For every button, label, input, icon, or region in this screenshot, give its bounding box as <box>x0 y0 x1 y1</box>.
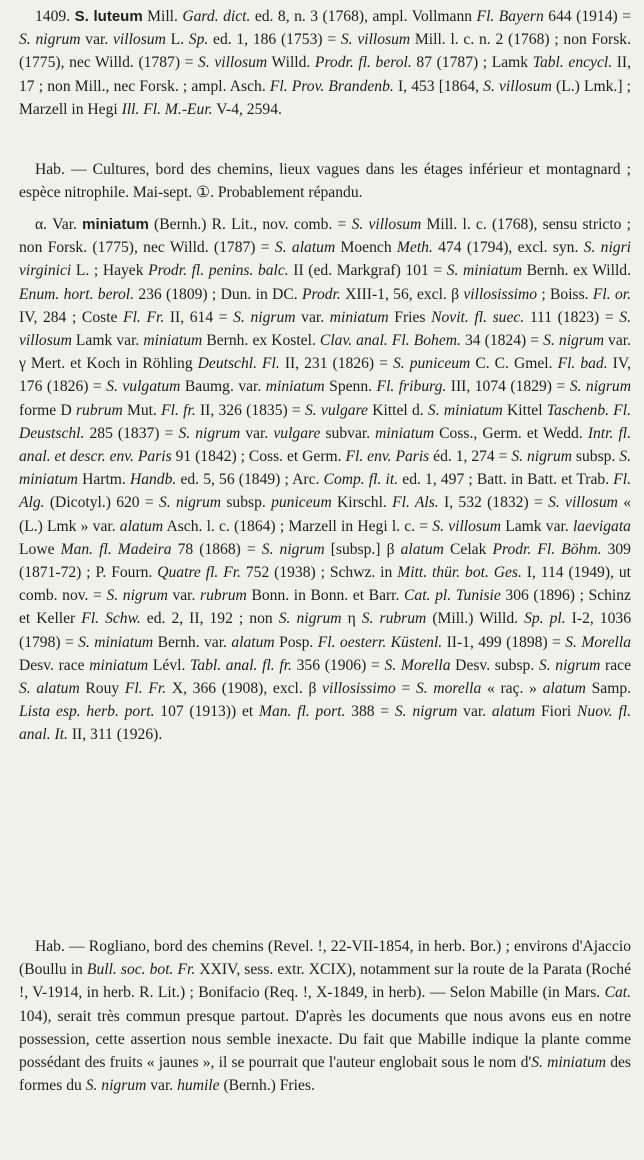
italic-run: S. vulgatum <box>106 378 181 396</box>
italic-run: S. villosum <box>351 216 422 233</box>
italic-run: Fl. Schw. <box>81 610 141 628</box>
italic-run: S. miniatum <box>531 1054 607 1072</box>
italic-run: S. nigrum <box>538 656 601 674</box>
habitat-paragraph <box>19 158 631 204</box>
italic-run: Bull. soc. bot. Fr. <box>86 961 196 979</box>
italic-run: villosissimo <box>463 285 538 303</box>
italic-run: Fl. Als. <box>392 494 439 512</box>
italic-run: Man. fl. Madeira <box>60 540 172 558</box>
italic-run: S. villosum <box>483 77 552 95</box>
italic-run: miniatum <box>143 332 203 350</box>
italic-run: Fl. Bayern <box>476 8 544 25</box>
italic-run: Fl. Fr. <box>124 680 167 698</box>
italic-run: Fl. Fr. <box>123 308 165 326</box>
italic-run: alatum <box>542 680 586 698</box>
variety-habitat-paragraph <box>19 935 631 1097</box>
italic-run: Novit. fl. suec. <box>431 308 525 326</box>
italic-run: S. miniatum <box>427 401 503 419</box>
italic-run: Tabl. anal. fl. fr. <box>190 656 292 674</box>
italic-run: S. nigrum <box>19 31 81 49</box>
italic-run: S. nigrum <box>85 1077 147 1095</box>
italic-run: Cat. pl. Tunisie <box>404 587 501 605</box>
species-name: S. luteum <box>74 8 143 25</box>
variety-habitat-text: Hab. — Rogliano, bord des chemins (Revel. !, 22-VII-1854, in herb. Bor.) ; environs d'Ajaccio (Boullu in Bull. soc. bot. Fr. XXIV, sess. extr. XCIX), notamment sur la route de la Parata (Roché !, V-1914, in herb. R. Lit.) ; Bonifacio (Req. !, X-1849, in herb). — Selon Mabille (in Mars. Cat. 104), serait très commun presque partout. D'après les documents que nous avons eus en notre possession, cette assertion nous semble inexacte. Du fait que Mabille indique la plante comme possédant des fruits « jaunes », il se pourrait que l'auteur englobait sous le nom d'S. miniatum des formes du S. nigrum var. humile (Bernh.) Fries. <box>19 938 631 1095</box>
italic-run: rubrum <box>75 401 123 419</box>
italic-run: Fl. or. <box>592 285 631 303</box>
italic-run: S. nigrum <box>511 448 573 466</box>
italic-run: rubrum <box>200 587 247 605</box>
italic-run: Deutschl. Fl. <box>197 355 280 373</box>
italic-run: Meth. <box>396 239 433 257</box>
italic-run: S. nigrum <box>278 610 342 628</box>
italic-run: miniatum <box>329 308 389 326</box>
italic-run: S. villosum <box>548 494 618 512</box>
italic-run: Lista esp. herb. port. <box>19 703 155 721</box>
italic-run: puniceum <box>271 494 332 512</box>
italic-run: Intr. fl. anal. et descr. env. Paris <box>19 424 632 466</box>
italic-run: Cat. <box>604 984 631 1002</box>
italic-run: S. morella <box>415 680 482 698</box>
italic-run: S. alatum <box>274 239 336 257</box>
italic-run: S. nigrum <box>261 540 325 558</box>
italic-run: S. nigrum <box>106 587 168 605</box>
italic-run: Fl. oesterr. Küstenl. <box>317 633 443 651</box>
italic-run: miniatum <box>265 378 325 396</box>
italic-run: alatum <box>491 703 536 721</box>
italic-run: S. villosum <box>198 54 268 72</box>
italic-run: S. villosum <box>432 517 502 535</box>
italic-run: S. miniatum <box>78 633 154 651</box>
italic-run: miniatum <box>375 424 435 442</box>
habitat-text: Hab. — Cultures, bord des chemins, lieux vagues dans les étages inférieur et montagnard ; espèce nitrophile. Mai-sept. ①. Probablement répandu. <box>19 161 631 202</box>
italic-run: Sp. pl. <box>524 610 566 628</box>
italic-run: humile <box>177 1077 220 1095</box>
italic-run: villosum <box>112 31 166 49</box>
italic-run: S. nigrum <box>394 703 458 721</box>
italic-run: Prodr. fl. berol. <box>314 54 412 72</box>
italic-run: Ill. Fl. M.-Eur. <box>121 100 213 118</box>
entry-synonymy: Mill. Gard. dict. ed. 8, n. 3 (1768), ampl. Vollmann Fl. Bayern 644 (1914) = S. nigrum var. villosum L. Sp. ed. 1, 186 (1753) = S. villosum Mill. l. c. n. 2 (1768) ; non Forsk. (1775), nec Willd. (1787) = S. villosum Willd. Prodr. fl. berol. 87 (1787) ; Lamk Tabl. encycl. II, 17 ; non Mill., nec Forsk. ; ampl. Asch. Fl. Prov. Brandenb. I, 453 [1864, S. villosum (L.) Lmk.] ; Marzell in Hegi Ill. Fl. M.-Eur. V-4, 2594. <box>19 8 632 118</box>
variety-entry <box>19 213 631 747</box>
species-entry <box>19 5 631 121</box>
italic-run: Nuov. fl. anal. It. <box>19 703 632 744</box>
italic-run: Taschenb. Fl. Deustschl. <box>19 401 632 442</box>
italic-run: Sp. <box>188 31 209 49</box>
italic-run: S. nigrum <box>233 308 296 326</box>
italic-run: S. Morella <box>565 633 632 651</box>
italic-run: Tabl. encycl. <box>532 54 613 72</box>
italic-run: S. vulgare <box>304 401 368 419</box>
italic-run: Mitt. thür. bot. Ges. <box>397 564 522 582</box>
italic-run: S. villosum <box>340 31 411 49</box>
entry-number: 1409. <box>35 8 71 25</box>
italic-run: Gard. dict. <box>182 8 251 25</box>
italic-run: Man. fl. port. <box>258 703 346 721</box>
italic-run: S. alatum <box>19 680 80 698</box>
italic-run: S. puniceum <box>392 355 471 373</box>
italic-run: Comp. fl. it. <box>323 471 399 489</box>
italic-run: S. nigrum <box>569 378 631 396</box>
variety-synonymy: (Bernh.) R. Lit., nov. comb. = S. villosum Mill. l. c. (1768), sensu stricto ; non Forsk. (1775), nec Willd. (1787) = S. alatum Moench Meth. 474 (1794), excl. syn. S. nigri virginici L. ; Hayek Prodr. fl. penins. balc. II (ed. Markgraf) 101 = S. miniatum Bernh. ex Willd. Enum. hort. berol. 236 (1809) ; Dun. in DC. Prodr. XIII-1, 56, excl. β villosissimo ; Boiss. Fl. or. IV, 284 ; Coste Fl. Fr. II, 614 = S. nigrum var. miniatum Fries Novit. fl. suec. 111 (1823) = S. villosum Lamk var. miniatum Bernh. ex Kostel. Clav. anal. Fl. Bohem. 34 (1824) = S. nigrum var. γ Mert. et Koch in Röhling Deutschl. Fl. II, 231 (1826) = S. puniceum C. C. Gmel. Fl. bad. IV, 176 (1826) = S. vulgatum Baumg. var. miniatum Spenn. Fl. friburg. III, 1074 (1829) = S. nigrum forme D rubrum Mut. Fl. fr. II, 326 (1835) = S. vulgare Kittel d. S. miniatum Kittel Taschenb. Fl. Deustschl. 285 (1837) = S. nigrum var. vulgare subvar. miniatum Coss., Germ. et Wedd. Intr. fl. anal. et descr. env. Paris 91 (1842) ; Coss. et Germ. Fl. env. Paris éd. 1, 274 = S. nigrum subsp. S. miniatum Hartm. Handb. ed. 5, 56 (1849) ; Arc. Comp. fl. it. ed. 1, 497 ; Batt. in Batt. et Trab. Fl. Alg. (Dicotyl.) 620 = S. nigrum subsp. puniceum Kirschl. Fl. Als. I, 532 (1832) = S. villosum « (L.) Lmk » var. alatum Asch. l. c. (1864) ; Marzell in Hegi l. c. = S. villosum Lamk var. laevigata Lowe Man. fl. Madeira 78 (1868) = S. nigrum [subsp.] β alatum Celak Prodr. Fl. Böhm. 309 (1871-72) ; P. Fourn. Quatre fl. Fr. 752 (1938) ; Schwz. in Mitt. thür. bot. Ges. I, 114 (1949), ut comb. nov. = S. nigrum var. rubrum Bonn. in Bonn. et Barr. Cat. pl. Tunisie 306 (1896) ; Schinz et Keller Fl. Schw. ed. 2, II, 192 ; non S. nigrum η S. rubrum (Mill.) Willd. Sp. pl. I-2, 1036 (1798) = S. miniatum Bernh. var. alatum Posp. Fl. oesterr. Küstenl. II-1, 499 (1898) = S. Morella Desv. race miniatum Lévl. Tabl. anal. fl. fr. 356 (1906) = S. Morella Desv. subsp. S. nigrum race S. alatum Rouy Fl. Fr. X, 366 (1908), excl. β villosissimo = S. morella « raç. » alatum Samp. Lista esp. herb. port. 107 (1913)) et Man. fl. port. 388 = S. nigrum var. alatum Fiori Nuov. fl. anal. It. II, 311 (1926). <box>19 216 632 744</box>
italic-run: S. nigrum <box>159 494 222 512</box>
italic-run: S. nigri virginici <box>19 239 631 280</box>
italic-run: S. Morella <box>384 656 451 674</box>
italic-run: alatum <box>231 633 275 651</box>
italic-run: S. villosum <box>19 308 631 350</box>
italic-run: S. miniatum <box>19 448 631 489</box>
italic-run: Quatre fl. Fr. <box>157 564 241 582</box>
italic-run: S. nigrum <box>543 332 604 350</box>
italic-run: Fl. Prov. Brandenb. <box>269 77 394 95</box>
variety-prefix: α. Var. <box>35 216 83 233</box>
italic-run: Clav. anal. Fl. Bohem. <box>319 332 461 350</box>
italic-run: S. miniatum <box>446 262 522 280</box>
italic-run: laevigata <box>572 517 631 535</box>
italic-run: S. nigrum <box>178 424 241 442</box>
italic-run: Prodr. <box>301 285 341 303</box>
italic-run: Fl. fr. <box>161 401 196 419</box>
italic-run: vulgare <box>273 424 321 442</box>
italic-run: Enum. hort. berol. <box>19 285 135 303</box>
italic-run: Fl. Alg. <box>19 471 632 512</box>
italic-run: alatum <box>400 540 444 558</box>
italic-run: Handb. <box>129 471 177 489</box>
italic-run: miniatum <box>89 656 149 674</box>
italic-run: Fl. friburg. <box>376 378 447 396</box>
italic-run: Fl. env. Paris <box>345 448 430 466</box>
italic-run: alatum <box>119 517 164 535</box>
italic-run: Prodr. fl. penins. balc. <box>148 262 289 280</box>
italic-run: S. rubrum <box>361 610 427 628</box>
italic-run: villosissimo <box>322 680 396 698</box>
italic-run: Prodr. Fl. Böhm. <box>492 540 602 558</box>
variety-name: miniatum <box>82 216 149 233</box>
italic-run: Fl. bad. <box>557 355 608 373</box>
